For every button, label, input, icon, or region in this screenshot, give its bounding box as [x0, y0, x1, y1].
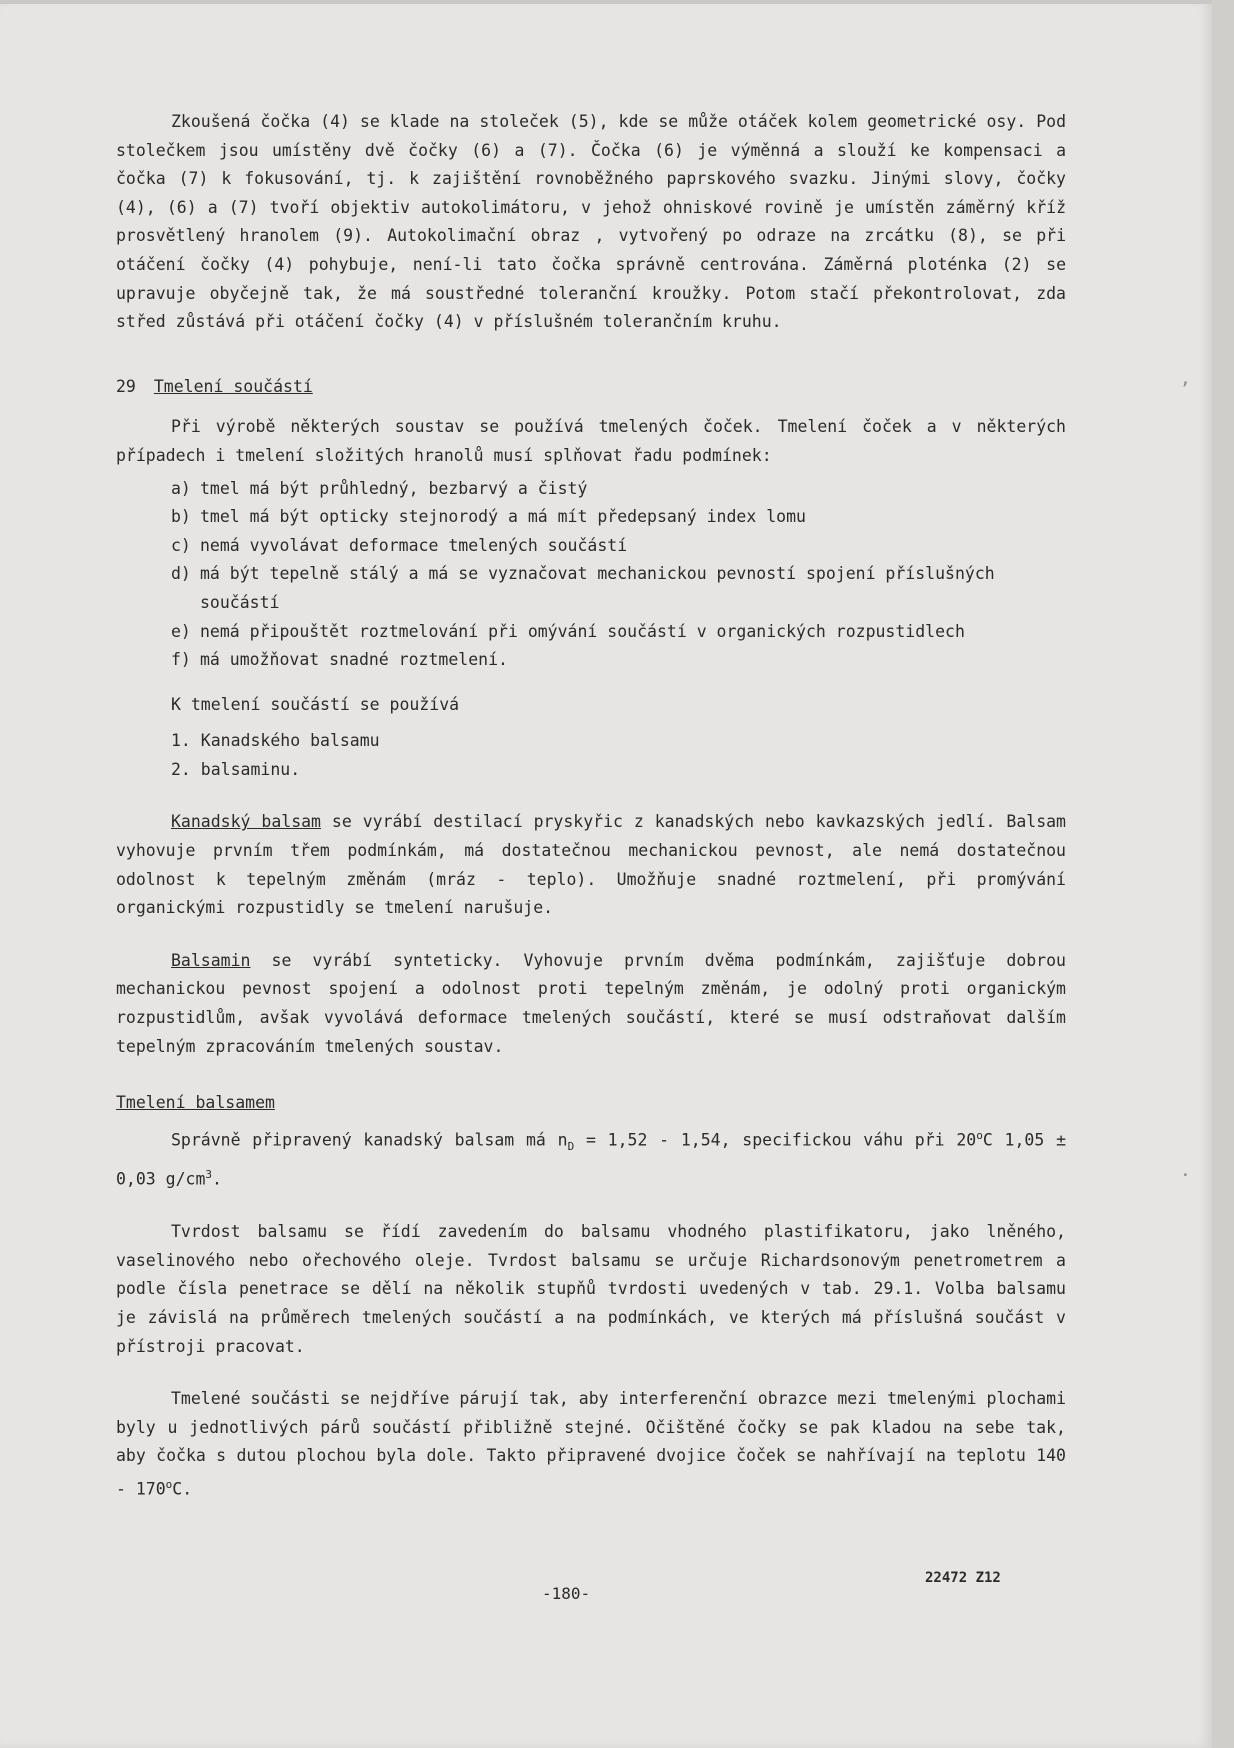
materials-list [116, 727, 1066, 784]
list-item: a) tmel má být průhledný, bezbarvý a čistý [171, 478, 588, 498]
paragraph-autocollimator: Zkoušená čočka (4) se klade na stoleček (5), kde se může otáček kolem geometrické osy. Pod stolečkem jsou umístěny dvě čočky (6) a (7). Čočka (6) je výměnná a slouží ke kompensaci a čočka (7) k fokusování, tj. k zajištění rovnoběžného paprskového svazku. Jinými slovy, čočky (4), (6) a (7) tvoří objektiv autokolimátoru, v jehož ohniskové rovině je umístěn záměrný kříž prosvětlený hranolem (9). Autokolimační obraz , vytvořený po odraze na zrcátku (8), se při otáčení čočky (4) pohybuje, není-li tato čočka správně centrována. Záměrná ploténka (2) se upravuje obyčejně tak, že má soustředné toleranční kroužky. Potom stačí překontrolovat, zda střed zůstává při otáčení čočky (4) v příslušném tolerančním kruhu. [116, 112, 1066, 332]
list-item: c) nemá vyvolávat deformace tmelených součástí [171, 535, 628, 555]
section-heading [116, 373, 1066, 402]
list-item: b) tmel má být opticky stejnorodý a má mít předepsaný index lomu [171, 507, 806, 527]
margin-mark: · [1180, 1165, 1191, 1186]
paragraph-cementing-intro: Při výrobě některých soustav se používá tmelených čoček. Tmelení čoček a v některých případech i tmelení složitých hranolů musí splňovat řadu podmínek: [116, 417, 1066, 465]
paragraph-balsamin: Balsamin se vyrábí synteticky. Vyhovuje prvním dvěma podmínkám, zajišťuje dobrou mechanickou pevnost spojení a odolnost proti tepelným změnám, je odolný proti organickým rozpustidlům, avšak vyvolává deformace tmelených součástí, které se musí odstraňovat dalším tepelným zpracováním tmelených soustav. [116, 950, 1066, 1056]
page-number: -180- [542, 1584, 591, 1603]
list-item: 1. Kanadského balsamu [171, 731, 380, 751]
term-balsamin: Balsamin [171, 950, 251, 970]
term-canada-balsam: Kanadský balsam [171, 812, 321, 832]
paragraph-pairing: Tmelené součásti se nejdříve párují tak, aby interferenční obrazce mezi tmelenými plochami byly u jednotlivých párů součástí přibližně stejné. Očištěné čočky se pak kladou na sebe tak, aby čočka s dutou plochou byla dole. Takto připravené dvojice čoček se nahřívají na teplotu 140 - 170$^o$C. [116, 1389, 1066, 1499]
list-item: d) má být tepelně stálý a má se vyznačovat mechanickou pevností spojení příslušných součástí [171, 564, 995, 612]
conditions-list [116, 475, 1066, 675]
document-code: 22472 Z12 [925, 1570, 1001, 1586]
list-item: f) má umožňovat snadné roztmelení. [171, 650, 508, 670]
document-body [116, 108, 1066, 1504]
margin-mark: , [1180, 368, 1191, 389]
section-number: 29 [116, 376, 136, 396]
paragraph-balsam-hardness: Tvrdost balsamu se řídí zavedením do balsamu vhodného plastifikatoru, jako lněného, vaselinového nebo ořechového oleje. Tvrdost balsamu se určuje Richardsonovým penetrometrem a podle čísla penetrace se dělí na několik stupňů tvrdosti uvedených v tab. 29.1. Volba balsamu je závislá na průměrech tmelených součástí a na podmínkách, ve kterých má příslušná součást v přístroji pracovat. [116, 1222, 1066, 1356]
subsection-heading [116, 1089, 1066, 1118]
materials-intro: K tmelení součástí se používá [171, 694, 460, 714]
section-title: Tmelení součástí [153, 376, 313, 396]
paragraph-balsam-properties: Správně připravený kanadský balsam má $n_D = 1,52 - 1,54$, specifickou váhu při 20$^o$C 1,05 ± 0,03 $g/cm^3$. [116, 1128, 1066, 1189]
subsection-title: Tmelení balsamem [116, 1093, 275, 1113]
list-item: e) nemá připouštět roztmelování při omývání součástí v organických rozpustidlech [171, 621, 965, 641]
page-top-edge [0, 0, 1212, 4]
paragraph-canada-balsam: Kanadský balsam se vyrábí destilací pryskyřic z kanadských nebo kavkazských jedlí. Balsam vyhovuje prvním třem podmínkám, má dostatečnou mechanickou pevnost, ale nemá dostatečnou odolnost k tepelným změnám (mráz - teplo). Umožňuje snadné roztmelení, při promývání organickými rozpustidly se tmelení narušuje. [116, 812, 1066, 918]
list-item: 2. balsaminu. [171, 759, 301, 779]
